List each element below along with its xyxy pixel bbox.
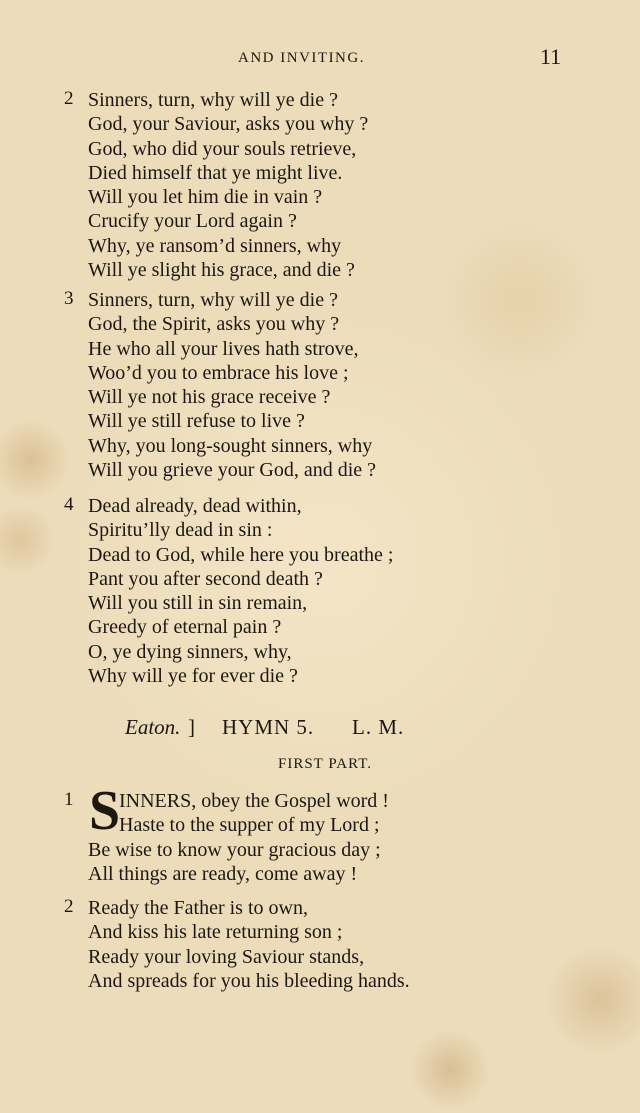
verse-line: He who all your lives hath strove, bbox=[88, 337, 359, 360]
running-head: AND INVITING. bbox=[238, 50, 365, 66]
verse-line: Why, you long-sought sinners, why bbox=[88, 434, 373, 457]
stanza-lines bbox=[88, 88, 368, 282]
verse-line: INNERS, obey the Gospel word ! bbox=[119, 790, 389, 812]
verse-line: Why, ye ransom’d sinners, why bbox=[88, 234, 342, 257]
tune-bracket: ] bbox=[188, 715, 195, 739]
verse-line: Will ye not his grace receive ? bbox=[88, 386, 331, 409]
stanza-number: 2 bbox=[64, 88, 74, 109]
stanza-number: 2 bbox=[64, 896, 74, 917]
verse-line: God, your Saviour, asks you why ? bbox=[88, 113, 369, 136]
verse-line: Woo’d you to embrace his love ; bbox=[88, 361, 349, 384]
verse-line: Sinners, turn, why will ye die ? bbox=[88, 89, 338, 111]
verse-line: Will ye slight his grace, and die ? bbox=[88, 259, 355, 282]
verse-line: Dead to God, while here you breathe ; bbox=[88, 543, 394, 566]
verse-line: O, ye dying sinners, why, bbox=[88, 640, 292, 663]
stanza-lines bbox=[88, 288, 376, 482]
verse-line: And kiss his late returning son ; bbox=[88, 921, 343, 944]
verse-line: Will you grieve your God, and die ? bbox=[88, 459, 377, 482]
verse-line: Pant you after second death ? bbox=[88, 567, 323, 590]
verse-line: All things are ready, come away ! bbox=[88, 862, 358, 885]
drop-cap: S bbox=[89, 780, 121, 842]
verse-line: Spiritu’lly dead in sin : bbox=[88, 519, 273, 542]
verse-line: Died himself that ye might live. bbox=[88, 161, 343, 184]
verse-line: Be wise to know your gracious day ; bbox=[88, 838, 381, 861]
stanza-lines bbox=[88, 789, 389, 886]
verse-line: God, the Spirit, asks you why ? bbox=[88, 313, 340, 336]
verse-line: Greedy of eternal pain ? bbox=[88, 616, 282, 639]
stanza-number: 1 bbox=[64, 789, 74, 810]
verse-line: Why will ye for ever die ? bbox=[88, 665, 298, 688]
verse-line: God, who did your souls retrieve, bbox=[88, 137, 357, 160]
verse-line: Dead already, dead within, bbox=[88, 495, 302, 517]
verse-line: Haste to the supper of my Lord ; bbox=[119, 814, 380, 837]
page-number: 11 bbox=[540, 44, 562, 69]
verse-line: Will you let him die in vain ? bbox=[88, 186, 323, 209]
stanza-number: 3 bbox=[64, 288, 74, 309]
verse-line: Will ye still refuse to live ? bbox=[88, 410, 305, 433]
hymn-meter: L. M. bbox=[352, 715, 405, 739]
verse-line: And spreads for you his bleeding hands. bbox=[88, 969, 410, 992]
verse-line: Ready your loving Saviour stands, bbox=[88, 945, 365, 968]
tune-name: Eaton. bbox=[125, 715, 181, 739]
page-header bbox=[0, 44, 640, 74]
verse-line: Crucify your Lord again ? bbox=[88, 210, 297, 233]
hymn-title: HYMN 5. bbox=[222, 715, 315, 739]
stanza-number: 4 bbox=[64, 494, 74, 515]
part-heading: FIRST PART. bbox=[278, 756, 373, 772]
stanza-lines bbox=[88, 896, 410, 993]
verse-line: Sinners, turn, why will ye die ? bbox=[88, 289, 338, 311]
verse-line: Will you still in sin remain, bbox=[88, 592, 308, 615]
stanza-lines bbox=[88, 494, 393, 688]
verse-line: Ready the Father is to own, bbox=[88, 897, 308, 919]
